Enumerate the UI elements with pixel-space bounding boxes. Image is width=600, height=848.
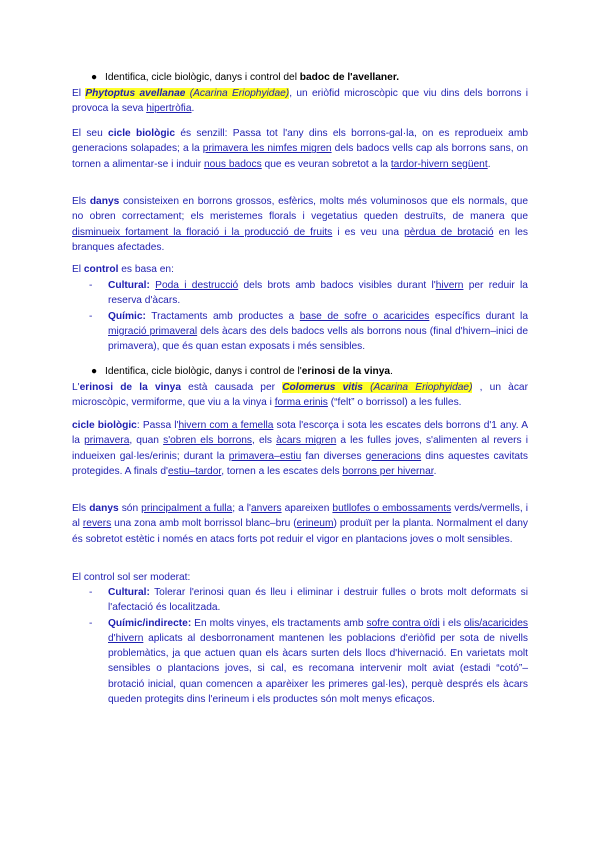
bullet-icon: ● bbox=[91, 366, 98, 377]
link[interactable]: hipertròfia bbox=[146, 103, 192, 115]
section1-heading: ● Identifica, cicle biològic, danys i control del badoc de l'avellaner. bbox=[91, 72, 400, 83]
bullet-icon: ● bbox=[91, 72, 98, 83]
link[interactable]: revers bbox=[82, 518, 112, 530]
link[interactable]: migració primaveral bbox=[108, 325, 198, 337]
link[interactable]: hivern bbox=[435, 280, 464, 291]
link[interactable]: forma erinis bbox=[274, 397, 328, 409]
list-item: - Cultural: Poda i destrucció dels brots amb badocs visibles durant l'hivern per reduir la reserva d'àcars. bbox=[89, 280, 528, 307]
species-family: (Acarina Eriophyidae) bbox=[185, 88, 290, 99]
link[interactable]: borrons per hivernar bbox=[342, 465, 434, 477]
link[interactable]: primavera–estiu bbox=[228, 450, 302, 462]
link[interactable]: primavera les nimfes migren bbox=[202, 143, 332, 155]
species-name: Phytoptus avellanae bbox=[85, 88, 186, 99]
link[interactable]: hivern com a femella bbox=[178, 420, 274, 431]
list-item: - Químic: Tractaments amb productes a base de sofre o acaricides específics durant la migració primaveral dels àcars des dels badocs vells als borrons nous (final d'hivern–inici de primavera), que és quan estan exposats i més sensibles. bbox=[89, 310, 528, 353]
section1-cycle-paragraph: El seu cicle biològic és senzill: Passa tot l'any dins els borrons-gal·la, on es reprodueix amb generacions solapades; a la primavera les nimfes migren dels badocs vells cap als borrons sans, on tornen a alimentar-se i induir nous badocs que es veuran sobretot a la tardor-hivern següent. bbox=[72, 128, 529, 170]
link[interactable]: s'obren els borrons bbox=[163, 435, 252, 447]
link[interactable]: pèrdua de brotació bbox=[404, 226, 494, 238]
section1-intro-paragraph: El Phytoptus avellanae (Acarina Eriophyidae), un eriòfid microscòpic que viu dins dels borrons i provoca la seva hipertròfia. bbox=[72, 88, 528, 115]
link[interactable]: erineum bbox=[296, 518, 334, 530]
section1-control-intro: El control es basa en: bbox=[72, 264, 174, 275]
link[interactable]: principalment a fulla bbox=[141, 503, 233, 514]
section1-damage-paragraph: Els danys consisteixen en borrons grossos, esfèrics, molts més voluminosos que els normals, que no obren correctament; els meristemes florals i vegetatius queden destruïts, de manera que disminueix fortament la floració i la producció de fruits i es veu una pèrdua de brotació en les branques afectades. bbox=[72, 196, 528, 253]
link[interactable]: àcars migren bbox=[276, 435, 337, 447]
link[interactable]: olis/acaricides d'hivern bbox=[108, 617, 528, 644]
link[interactable]: disminueix fortament la floració i la producció de fruits bbox=[72, 226, 333, 238]
section2-heading: ● Identifica, cicle biològic, danys i control de l'erinosi de la vinya. bbox=[91, 366, 393, 377]
list-item: - Químic/indirecte: En molts vinyes, els tractaments amb sofre contra oïdi i els olis/acaricides d'hivern aplicats al desborronament mantenen les poblacions d'eriòfid per sota de nivells problemàtics, ja que actuen quan els àcars surten dels llocs d'hivernació. En varietats molt sensibles o plantacions joves, si cal, es recomana intervenir molt aviat (estadi “cotó”–brotació inicial, quan comencen a aparèixer les primeres gal·les), perquè després els àcars queden protegits dins l'erineum i els productes són molt menys eficaços. bbox=[89, 617, 528, 706]
species-name: Colomerus vitis bbox=[282, 382, 363, 393]
link[interactable]: nous badocs bbox=[203, 158, 262, 170]
link[interactable]: sofre contra oïdi bbox=[366, 617, 440, 629]
link[interactable]: tardor-hivern següent bbox=[390, 158, 488, 170]
link[interactable]: Poda i destrucció bbox=[155, 280, 239, 291]
list-item: - Cultural: Tolerar l'erinosi quan és lleu i eliminar i destruir fulles o brots molt deformats si l'afectació és localitzada. bbox=[89, 587, 528, 614]
section1-control-list bbox=[89, 278, 528, 354]
section2-cycle-paragraph: cicle biològic: Passa l'hivern com a femella sota l'escorça i sota les escates dels borrons d'1 any. A la primavera, quan s'obren els borrons, els àcars migren a les fulles joves, s'alimenten al revers i indueixen gal·les/erinis; durant la primavera–estiu fan diverses generacions dins aquestes cavitats protegides. A finals d'estiu–tardor, tornen a les escates dels borrons per hivernar. bbox=[72, 420, 529, 477]
section2-damage-paragraph: Els danys són principalment a fulla; a l'anvers apareixen butllofes o embossaments verds/vermells, i al revers una zona amb molt borrissol blanc–bru (erineum) produït per la planta. Normalment el dany és sobretot estètic i només en atacs forts pot reduir el vigor en plantacions joves o molt sensibles. bbox=[72, 503, 529, 545]
section2-intro-paragraph: L'erinosi de la vinya està causada per Colomerus vitis (Acarina Eriophyidae) , un àcar microscòpic, vermiforme, que viu a la vinya i forma erinis (“felt” o borrissol) a les fulles. bbox=[72, 382, 528, 409]
link[interactable]: estiu–tardor bbox=[167, 465, 222, 477]
link[interactable]: butllofes o embossaments bbox=[332, 503, 452, 514]
link[interactable]: base de sofre o acaricides bbox=[299, 310, 430, 322]
link[interactable]: anvers bbox=[251, 503, 282, 514]
section2-control-intro: El control sol ser moderat: bbox=[72, 572, 191, 583]
link[interactable]: generacions bbox=[365, 450, 422, 462]
species-family: (Acarina Eriophyidae) bbox=[362, 382, 473, 393]
section2-control-list bbox=[89, 585, 528, 707]
link[interactable]: primavera bbox=[84, 435, 130, 447]
